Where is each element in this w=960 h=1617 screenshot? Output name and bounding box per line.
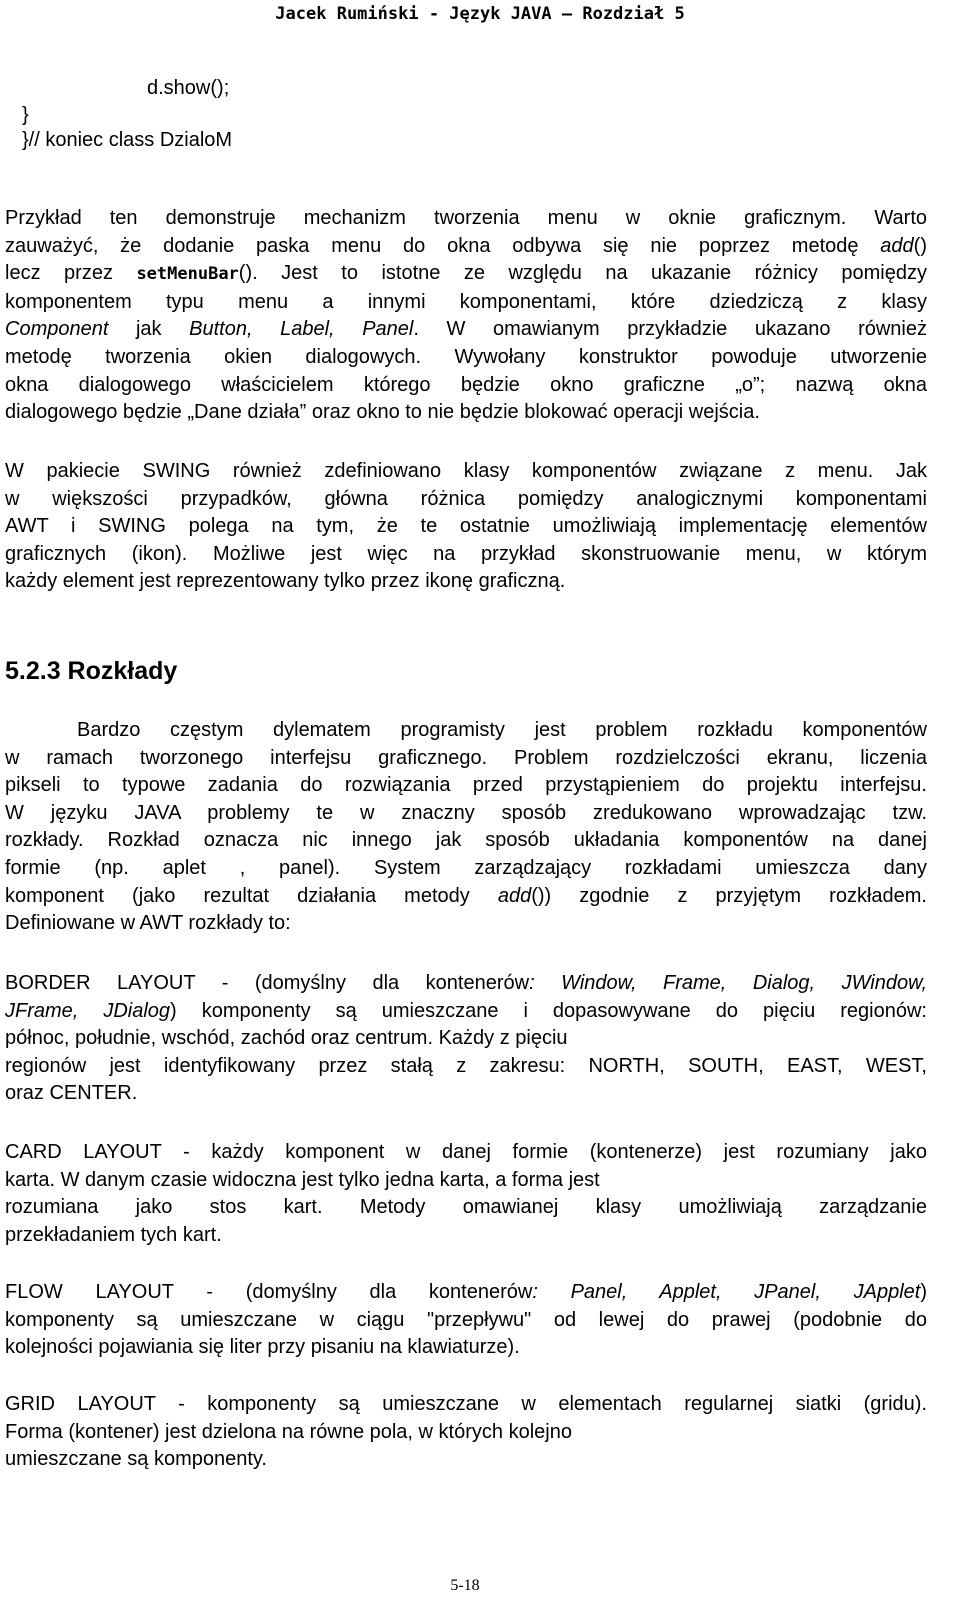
text-line: pikseli to typowe zadania do rozwiązania przed przystąpieniem do projektu interfejsu.	[5, 774, 927, 797]
text-line: metodę tworzenia okien dialogowych. Wywołany konstruktor powoduje utworzenie	[5, 345, 927, 368]
text-line: komponentem typu menu a innymi komponentami, które dziedziczą z klasy	[5, 290, 927, 313]
text-line: lecz przez setMenuBar(). Jest to istotne ze względu na ukazanie różnicy pomiędzy	[5, 262, 927, 285]
text-line: formie (np. aplet , panel). System zarządzający rozkładami umieszcza dany	[5, 856, 927, 879]
text-line: rozkłady. Rozkład oznacza nic innego jak sposób układania komponentów na danej	[5, 829, 927, 852]
text-line: graficznych (ikon). Możliwe jest więc na przykład skonstruowanie menu, w którym	[5, 542, 927, 565]
text-line: karta. W danym czasie widoczna jest tylko jedna karta, a forma jest	[5, 1168, 600, 1191]
code-line: }	[22, 104, 29, 126]
text-line: BORDER LAYOUT - (domyślny dla kontenerów: Window, Frame, Dialog, JWindow,	[5, 972, 928, 994]
text-line: okna dialogowego właścicielem którego będzie okno graficzne „o”; nazwą okna	[5, 373, 927, 396]
text-line: w ramach tworzonego interfejsu graficznego. Problem rozdzielczości ekranu, liczenia	[5, 746, 927, 769]
paragraph	[5, 1279, 927, 1362]
text-line: regionów jest identyfikowany przez stałą z zakresu: NORTH, SOUTH, EAST, WEST,	[5, 1054, 927, 1077]
paragraph	[5, 717, 927, 938]
code-line: }// koniec class DzialoM	[22, 129, 233, 151]
page-header: Jacek Rumiński - Język JAVA – Rozdział 5	[275, 4, 685, 24]
text-line: północ, południe, wschód, zachód oraz centrum. Każdy z pięciu	[5, 1027, 568, 1050]
page-number: 5-18	[450, 1577, 480, 1594]
text-line: Component jak Button, Label, Panel. W omawianym przykładzie ukazano również	[5, 318, 927, 341]
text-line: zauważyć, że dodanie paska menu do okna odbywa się nie poprzez metodę add()	[5, 234, 927, 257]
paragraph	[5, 205, 927, 427]
text-line: Forma (kontener) jest dzielona na równe pola, w których kolejno	[5, 1420, 572, 1443]
text-line: W pakiecie SWING również zdefiniowano klasy komponentów związane z menu. Jak	[5, 460, 927, 482]
text-line: rozumiana jako stos kart. Metody omawianej klasy umożliwiają zarządzanie	[5, 1196, 927, 1219]
text-line: kolejności pojawiania się liter przy pisaniu na klawiaturze).	[5, 1336, 520, 1359]
paragraph	[5, 458, 927, 596]
text-line: Definiowane w AWT rozkłady to:	[5, 912, 291, 935]
text-line: dialogowego będzie „Dane działa” oraz okno to nie będzie blokować operacji wejścia.	[5, 401, 760, 424]
text-line: W języku JAVA problemy te w znaczny sposób zredukowano wprowadzając tzw.	[5, 801, 927, 824]
text-line: FLOW LAYOUT - (domyślny dla kontenerów: Panel, Applet, JPanel, JApplet)	[5, 1281, 927, 1303]
text-line: GRID LAYOUT - komponenty są umieszczane w elementach regularnej siatki (gridu).	[5, 1393, 927, 1415]
text-line: komponenty są umieszczane w ciągu "przepływu" od lewej do prawej (podobnie do	[5, 1308, 927, 1331]
text-line: w większości przypadków, główna różnica pomiędzy analogicznymi komponentami	[5, 487, 927, 510]
paragraph	[5, 1391, 927, 1474]
text-line: AWT i SWING polega na tym, że te ostatnie umożliwiają implementację elementów	[5, 515, 927, 538]
text-line: komponent (jako rezultat działania metody add()) zgodnie z przyjętym rozkładem.	[5, 884, 927, 907]
code-line: d.show();	[147, 77, 230, 99]
section-heading: 5.2.3 Rozkłady	[5, 657, 178, 685]
paragraph	[5, 1139, 927, 1249]
text-line: oraz CENTER.	[5, 1082, 138, 1105]
paragraph	[5, 970, 927, 1108]
text-line: Bardzo częstym dylematem programisty jest problem rozkładu komponentów	[77, 719, 927, 741]
text-line: umieszczane są komponenty.	[5, 1448, 267, 1471]
text-line: CARD LAYOUT - każdy komponent w danej formie (kontenerze) jest rozumiany jako	[5, 1141, 927, 1163]
text-line: każdy element jest reprezentowany tylko przez ikonę graficzną.	[5, 570, 566, 593]
text-line: przekładaniem tych kart.	[5, 1223, 222, 1246]
text-line: JFrame, JDialog) komponenty są umieszczane i dopasowywane do pięciu regionów:	[5, 999, 927, 1022]
text-line: Przykład ten demonstruje mechanizm tworzenia menu w oknie graficznym. Warto	[5, 207, 927, 229]
